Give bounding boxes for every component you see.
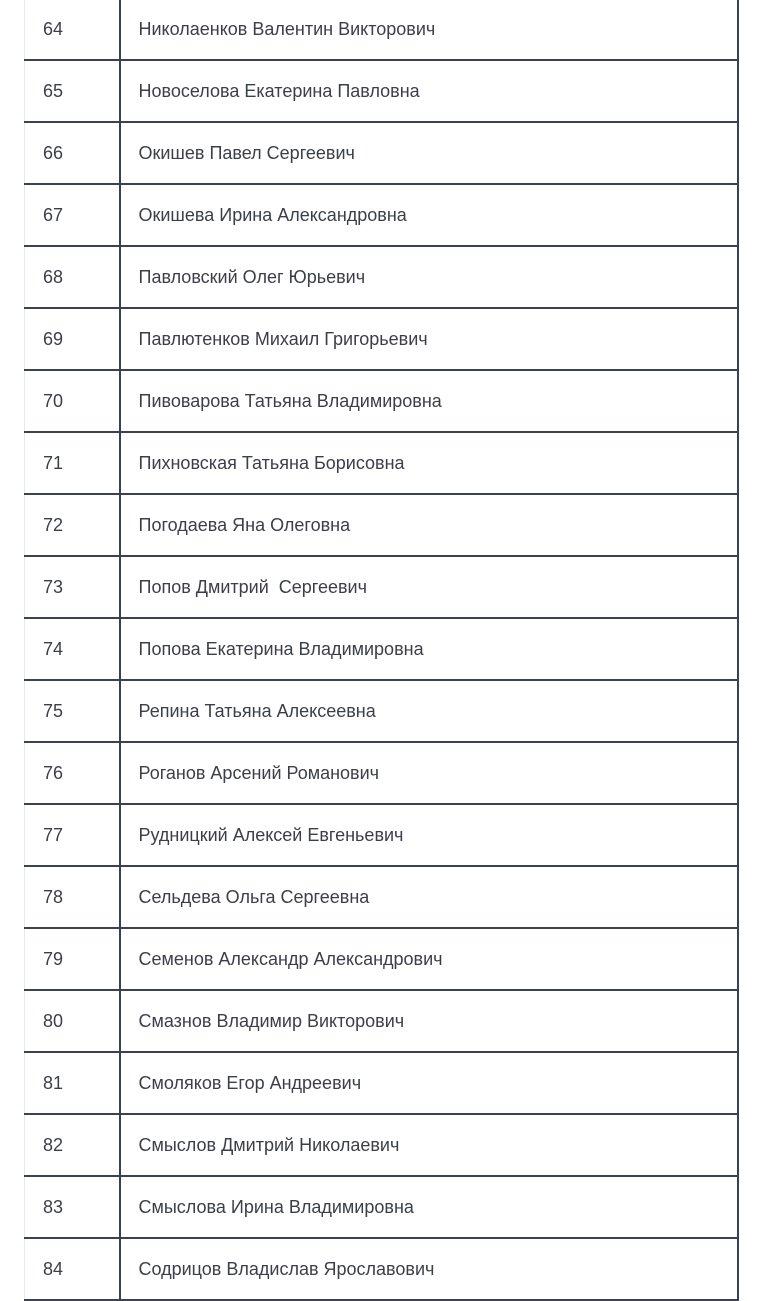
person-name: Окишев Павел Сергеевич — [120, 122, 738, 184]
row-number: 82 — [25, 1114, 120, 1176]
table-row — [25, 1238, 738, 1300]
row-number: 74 — [25, 618, 120, 680]
row-number: 78 — [25, 866, 120, 928]
row-number: 71 — [25, 432, 120, 494]
table-row — [25, 742, 738, 804]
table-row — [25, 1176, 738, 1238]
row-number: 72 — [25, 494, 120, 556]
person-name: Пихновская Татьяна Борисовна — [120, 432, 738, 494]
row-number: 70 — [25, 370, 120, 432]
table-row — [25, 432, 738, 494]
table-row — [25, 1052, 738, 1114]
person-name: Смыслов Дмитрий Николаевич — [120, 1114, 738, 1176]
row-number: 77 — [25, 804, 120, 866]
row-number: 65 — [25, 60, 120, 122]
row-number: 73 — [25, 556, 120, 618]
table-row — [25, 0, 738, 60]
person-name: Сельдева Ольга Сергеевна — [120, 866, 738, 928]
person-name: Роганов Арсений Романович — [120, 742, 738, 804]
row-number: 75 — [25, 680, 120, 742]
person-name: Семенов Александр Александрович — [120, 928, 738, 990]
person-name: Погодаева Яна Олеговна — [120, 494, 738, 556]
person-name: Репина Татьяна Алексеевна — [120, 680, 738, 742]
row-number: 67 — [25, 184, 120, 246]
table-row — [25, 60, 738, 122]
person-name: Окишева Ирина Александровна — [120, 184, 738, 246]
row-number: 64 — [25, 0, 120, 60]
row-number: 83 — [25, 1176, 120, 1238]
table-row — [25, 680, 738, 742]
table-row — [25, 122, 738, 184]
row-number: 66 — [25, 122, 120, 184]
person-name: Николаенков Валентин Викторович — [120, 0, 738, 60]
names-table — [24, 0, 739, 1301]
table-row — [25, 184, 738, 246]
row-number: 84 — [25, 1238, 120, 1300]
row-number: 81 — [25, 1052, 120, 1114]
person-name: Попова Екатерина Владимировна — [120, 618, 738, 680]
table-row — [25, 804, 738, 866]
person-name: Содрицов Владислав Ярославович — [120, 1238, 738, 1300]
row-number: 80 — [25, 990, 120, 1052]
names-table-container — [24, 0, 737, 1301]
person-name: Рудницкий Алексей Евгеньевич — [120, 804, 738, 866]
person-name: Смыслова Ирина Владимировна — [120, 1176, 738, 1238]
table-row — [25, 556, 738, 618]
table-row — [25, 370, 738, 432]
table-row — [25, 928, 738, 990]
table-row — [25, 990, 738, 1052]
person-name: Пивоварова Татьяна Владимировна — [120, 370, 738, 432]
row-number: 79 — [25, 928, 120, 990]
row-number: 68 — [25, 246, 120, 308]
person-name: Смазнов Владимир Викторович — [120, 990, 738, 1052]
row-number: 69 — [25, 308, 120, 370]
person-name: Смоляков Егор Андреевич — [120, 1052, 738, 1114]
table-row — [25, 246, 738, 308]
table-row — [25, 494, 738, 556]
person-name: Павловский Олег Юрьевич — [120, 246, 738, 308]
table-row — [25, 618, 738, 680]
table-row — [25, 1114, 738, 1176]
table-row — [25, 308, 738, 370]
row-number: 76 — [25, 742, 120, 804]
person-name: Новоселова Екатерина Павловна — [120, 60, 738, 122]
person-name: Попов Дмитрий Сергеевич — [120, 556, 738, 618]
table-row — [25, 866, 738, 928]
person-name: Павлютенков Михаил Григорьевич — [120, 308, 738, 370]
